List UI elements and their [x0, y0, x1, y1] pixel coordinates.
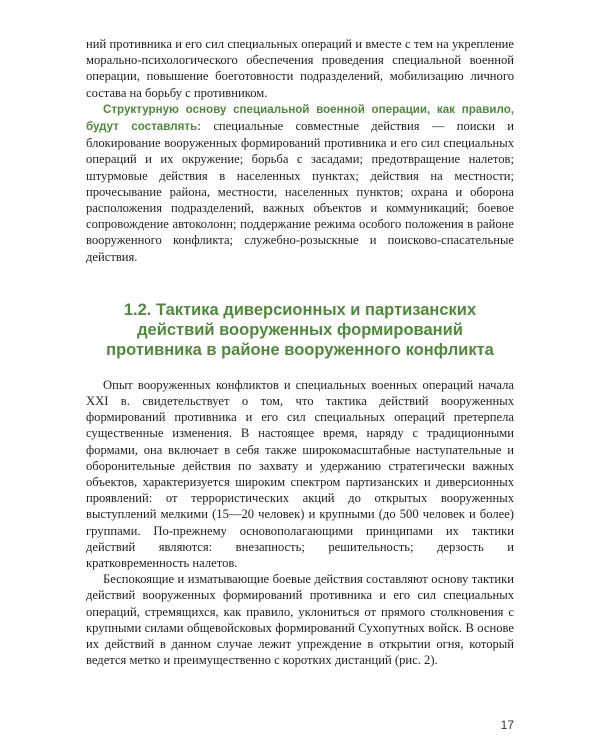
- harassing-paragraph: Беспокоящие и изматывающие боевые действия составляют основу тактики действий вооруженных формирований противника и его сил специальных операций, стремящихся, как правило, уклониться от прямого столкновения с крупными силами общевойсковых формирований Сухопутных войск. В основе их действий в данном случае лежит упреждение в открытии огня, который ведется метко и преимущественно с коротких дистанций (рис. 2).: [86, 572, 514, 668]
- page-content: [86, 36, 514, 669]
- section-heading-line-2: действий вооруженных формирований: [137, 320, 463, 339]
- structure-paragraph: [86, 101, 514, 265]
- continuation-paragraph: ний противника и его сил специальных операций и вместе с тем на укрепление морально-психологического обеспечения проведения специальной военной операции, повышение боеготовности подразделений, мобилизацию личного состава на борьбу с противником.: [86, 37, 514, 100]
- page-number: 17: [500, 718, 514, 732]
- structure-text: специальные совместные действия — поиски и блокирование вооруженных формирований противника и его сил специальных операций и их окружение; борьба с засадами; предотвращение налетов; штурмовые действия в населенных пунктах; действия на местности; прочесывание района, местности, населенных пунктов; охрана и оборона расположения подразделений, важных объектов и коммуникаций; боевое сопровождение автоколонн; поддержание режима особого положения в районе вооруженного конфликта; служебно-розыскные и поисково-спасательные действия.: [86, 119, 514, 264]
- section-heading: [86, 300, 514, 360]
- section-heading-line-3: противника в районе вооруженного конфликта: [106, 340, 494, 359]
- section-heading-line-1: 1.2. Тактика диверсионных и партизанских: [123, 300, 477, 319]
- structure-lead: Структурную основу специальной военной операции, как правило, будут составлять:: [86, 102, 514, 134]
- experience-paragraph: Опыт вооруженных конфликтов и специальных военных операций начала XXI в. свидетельствует о том, что тактика действий вооруженных формирований противника и его сил специальных операций претерпела существенные изменения. В настоящее время, наряду с традиционными формами, она включает в себя также широкомасштабные наступательные и оборонительные действия по захвату и удержанию стратегически важных объектов, характеризуется широким спектром партизанских и диверсионных проявлений: от террористических акций до открытых вооруженных выступлений мелкими (15—20 человек) и крупными (до 500 человек и более) группами. По-прежнему основополагающими принципами их тактики действий являются: внезапность; решительность; дерзость и кратковременность налетов.: [86, 377, 514, 571]
